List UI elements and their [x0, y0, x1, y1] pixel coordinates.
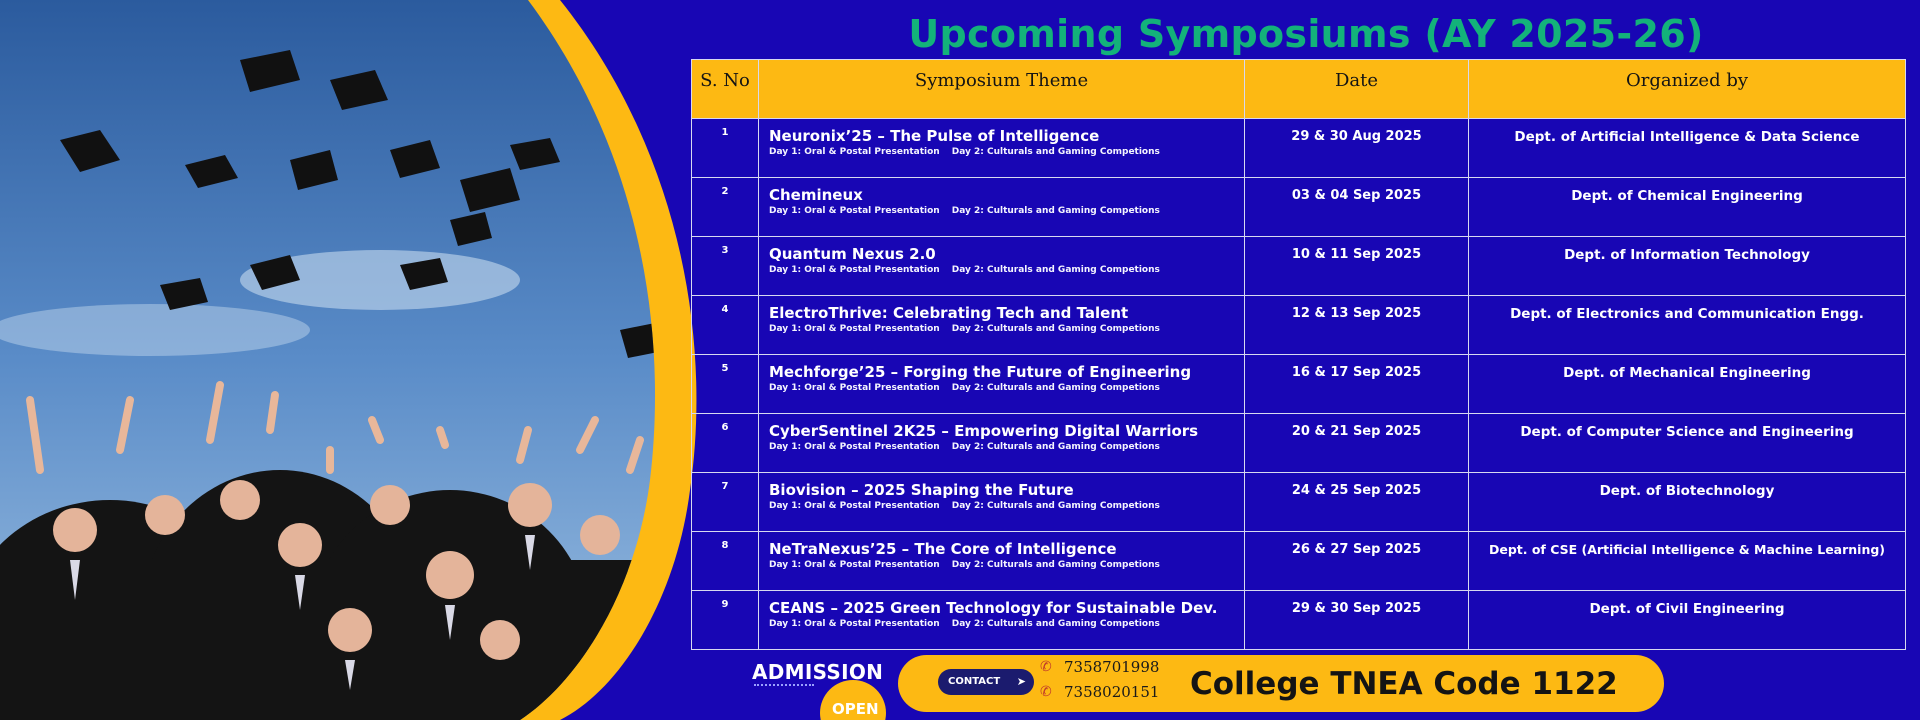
- theme-days: [769, 145, 1244, 159]
- phone-icon: ✆: [1040, 659, 1052, 675]
- theme-title: NeTraNexus’25 – The Core of Intelligence: [769, 540, 1117, 558]
- date-cell: 16 & 17 Sep 2025: [1245, 355, 1469, 414]
- theme-days: [769, 617, 1244, 631]
- day2-text: Day 2: Culturals and Gaming Competions: [951, 501, 1160, 511]
- day1-text: Day 1: Oral & Postal Presentation: [769, 324, 940, 334]
- theme-cell: [759, 237, 1245, 296]
- theme-cell: [759, 355, 1245, 414]
- theme-cell: [759, 296, 1245, 355]
- table-header-row: [692, 60, 1906, 119]
- day2-text: Day 2: Culturals and Gaming Competions: [951, 206, 1160, 216]
- theme-title: CEANS – 2025 Green Technology for Sustainable Dev.: [769, 599, 1218, 617]
- theme-title: CyberSentinel 2K25 – Empowering Digital Warriors: [769, 422, 1199, 440]
- admission-label: ADMISSION: [752, 660, 884, 684]
- theme-days: [769, 499, 1244, 513]
- table-row: [692, 296, 1906, 355]
- organizer-cell: Dept. of Chemical Engineering: [1469, 178, 1906, 237]
- header-theme: Symposium Theme: [759, 60, 1245, 119]
- organizer-cell: Dept. of Civil Engineering: [1469, 591, 1906, 650]
- date-cell: 03 & 04 Sep 2025: [1245, 178, 1469, 237]
- admission-open-badge: [744, 652, 894, 720]
- row-number: 6: [692, 414, 759, 473]
- graduation-photo: [0, 0, 700, 720]
- tnea-code: College TNEA Code 1122: [1190, 666, 1618, 702]
- theme-days: [769, 204, 1244, 218]
- day2-text: Day 2: Culturals and Gaming Competions: [951, 560, 1160, 570]
- day2-text: Day 2: Culturals and Gaming Competions: [951, 265, 1160, 275]
- organizer-cell: Dept. of CSE (Artificial Intelligence & Machine Learning): [1469, 532, 1906, 591]
- row-number: 8: [692, 532, 759, 591]
- day1-text: Day 1: Oral & Postal Presentation: [769, 619, 940, 629]
- row-number: 1: [692, 119, 759, 178]
- day1-text: Day 1: Oral & Postal Presentation: [769, 442, 940, 452]
- theme-title: Neuronix’25 – The Pulse of Intelligence: [769, 127, 1100, 145]
- theme-cell: [759, 532, 1245, 591]
- date-cell: 20 & 21 Sep 2025: [1245, 414, 1469, 473]
- day2-text: Day 2: Culturals and Gaming Competions: [951, 147, 1160, 157]
- arrow-icon: ➤: [1016, 675, 1026, 688]
- day1-text: Day 1: Oral & Postal Presentation: [769, 383, 940, 393]
- day2-text: Day 2: Culturals and Gaming Competions: [951, 619, 1160, 629]
- theme-cell: [759, 414, 1245, 473]
- date-cell: 29 & 30 Sep 2025: [1245, 591, 1469, 650]
- theme-cell: [759, 591, 1245, 650]
- date-cell: 26 & 27 Sep 2025: [1245, 532, 1469, 591]
- row-number: 9: [692, 591, 759, 650]
- date-cell: 10 & 11 Sep 2025: [1245, 237, 1469, 296]
- row-number: 4: [692, 296, 759, 355]
- table-row: [692, 355, 1906, 414]
- phone-number: 7358701998: [1064, 658, 1160, 676]
- phone-row-2[interactable]: [1040, 681, 1159, 703]
- table-row: [692, 532, 1906, 591]
- row-number: 3: [692, 237, 759, 296]
- day1-text: Day 1: Oral & Postal Presentation: [769, 206, 940, 216]
- contact-button[interactable]: [938, 669, 1034, 695]
- theme-title: ElectroThrive: Celebrating Tech and Talent: [769, 304, 1129, 322]
- phone-number: 7358020151: [1064, 683, 1160, 701]
- day2-text: Day 2: Culturals and Gaming Competions: [951, 442, 1160, 452]
- table-row: [692, 473, 1906, 532]
- day1-text: Day 1: Oral & Postal Presentation: [769, 147, 940, 157]
- date-cell: 12 & 13 Sep 2025: [1245, 296, 1469, 355]
- theme-days: [769, 440, 1244, 454]
- organizer-cell: Dept. of Mechanical Engineering: [1469, 355, 1906, 414]
- organizer-cell: Dept. of Electronics and Communication Engg.: [1469, 296, 1906, 355]
- contact-banner: [898, 655, 1664, 712]
- table-row: [692, 178, 1906, 237]
- phone-row-1[interactable]: [1040, 656, 1159, 678]
- theme-cell: [759, 119, 1245, 178]
- theme-days: [769, 263, 1244, 277]
- organizer-cell: Dept. of Information Technology: [1469, 237, 1906, 296]
- phone-icon: ✆: [1040, 684, 1052, 700]
- date-cell: 24 & 25 Sep 2025: [1245, 473, 1469, 532]
- day1-text: Day 1: Oral & Postal Presentation: [769, 265, 940, 275]
- theme-days: [769, 381, 1244, 395]
- organizer-cell: Dept. of Computer Science and Engineering: [1469, 414, 1906, 473]
- day2-text: Day 2: Culturals and Gaming Competions: [951, 324, 1160, 334]
- row-number: 7: [692, 473, 759, 532]
- row-number: 2: [692, 178, 759, 237]
- header-organizer: Organized by: [1469, 60, 1906, 119]
- theme-cell: [759, 473, 1245, 532]
- theme-title: Quantum Nexus 2.0: [769, 245, 936, 263]
- open-label: OPEN: [832, 700, 879, 718]
- date-cell: 29 & 30 Aug 2025: [1245, 119, 1469, 178]
- contact-label: CONTACT: [948, 676, 1001, 687]
- decorative-dots: [754, 684, 814, 688]
- header-sno: S. No: [692, 60, 759, 119]
- table-row: [692, 414, 1906, 473]
- day1-text: Day 1: Oral & Postal Presentation: [769, 560, 940, 570]
- header-date: Date: [1245, 60, 1469, 119]
- day2-text: Day 2: Culturals and Gaming Competions: [951, 383, 1160, 393]
- row-number: 5: [692, 355, 759, 414]
- theme-title: Biovision – 2025 Shaping the Future: [769, 481, 1074, 499]
- page-title: Upcoming Symposiums (AY 2025-26): [908, 12, 1704, 56]
- table-row: [692, 119, 1906, 178]
- theme-title: Chemineux: [769, 186, 863, 204]
- theme-days: [769, 558, 1244, 572]
- organizer-cell: Dept. of Artificial Intelligence & Data Science: [1469, 119, 1906, 178]
- table-row: [692, 591, 1906, 650]
- organizer-cell: Dept. of Biotechnology: [1469, 473, 1906, 532]
- symposium-table: [691, 59, 1906, 650]
- theme-title: Mechforge’25 – Forging the Future of Engineering: [769, 363, 1192, 381]
- table-row: [692, 237, 1906, 296]
- theme-days: [769, 322, 1244, 336]
- theme-cell: [759, 178, 1245, 237]
- day1-text: Day 1: Oral & Postal Presentation: [769, 501, 940, 511]
